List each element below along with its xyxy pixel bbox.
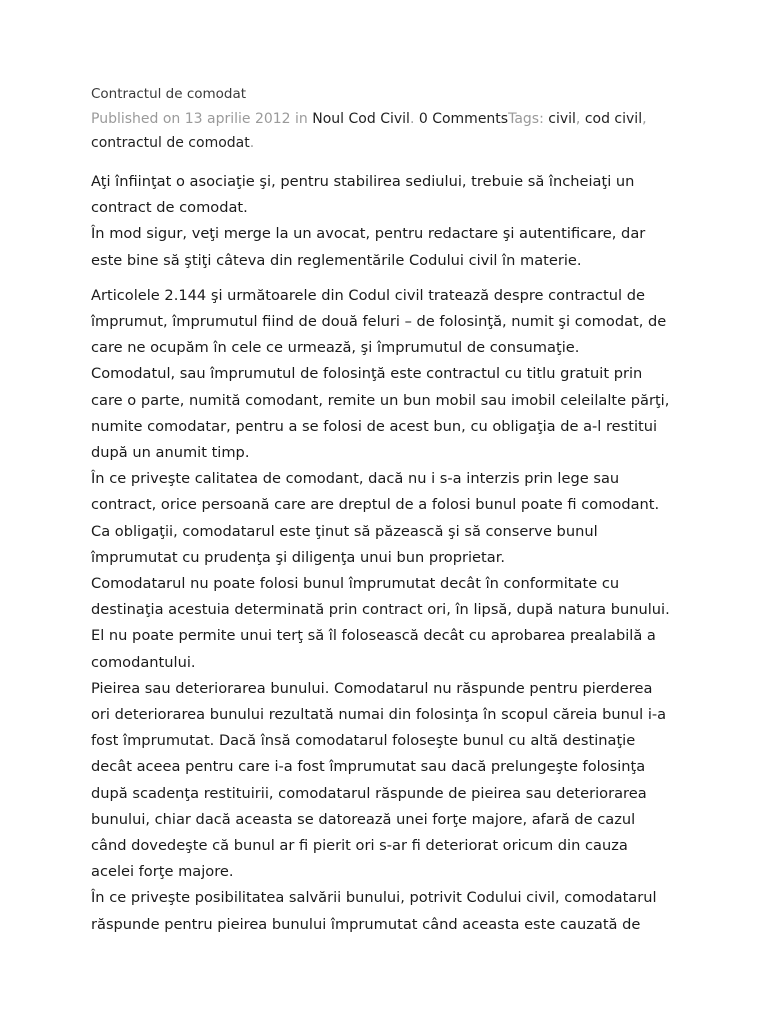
tag-separator: , xyxy=(575,111,585,127)
tag-separator: , xyxy=(642,111,647,127)
tag-link-civil[interactable]: civil xyxy=(548,111,576,127)
post-meta xyxy=(91,107,671,155)
tags-label: Tags: xyxy=(508,111,549,127)
meta-separator: . xyxy=(409,111,419,127)
article xyxy=(91,85,671,947)
published-text: Published on 13 aprilie 2012 in xyxy=(91,111,313,127)
tag-link-contractul-de-comodat[interactable]: contractul de comodat xyxy=(91,135,250,151)
article-body xyxy=(91,169,671,938)
tag-link-cod-civil[interactable]: cod civil xyxy=(584,111,643,127)
paragraph: Aţi înfiinţat o asociaţie şi, pentru stabilirea sediului, trebuie să încheiaţi un contract de comodat. În mod sigur, veţi merge la un avocat, pentru redactare şi autentificare, dar este bine să ştiţi câteva din reglementările Codului civil în materie. xyxy=(91,173,646,269)
paragraph: Articolele 2.144 şi următoarele din Codul civil tratează despre contractul de împrumut, împrumutul fiind de două feluri – de folosinţă, numit şi comodat, de care ne ocupăm în cele ce urmează, şi împrumutul de consumaţie. Comodatul, sau împrumutul de folosinţă este contractul cu titlu gratuit prin care o parte, numită comodant, remite un bun mobil sau imobil celeilalte părţi, numite comodatar, pentru a se folosi de acest bun, cu obligaţia de a-l restitui după un anumit timp. În ce priveşte calitatea de comodant, dacă nu i s-a interzis prin lege sau contract, orice persoană care are dreptul de a folosi bunul poate fi comodant. Ca obligaţii, comodatarul este ţinut să păzească şi să conserve bunul împrumutat cu prudenţa şi diligenţa unui bun proprietar. Comodatarul nu poate folosi bunul împrumutat decât în conformitate cu destinaţia acestuia determinată prin contract ori, în lipsă, după natura bunului. El nu poate permite unui terţ să îl folosească decât cu aprobarea prealabilă a comodantului. Pieirea sau deteriorarea bunului. Comodatarul nu răspunde pentru pierderea ori deteriorarea bunului rezultată numai din folosinţa în scopul căreia bunul i-a fost împrumutat. Dacă însă comodatarul foloseşte bunul cu altă destinaţie decât aceea pentru care i-a fost împrumutat sau dacă prelungeşte folosinţa după scadenţa restituirii, comodatarul răspunde de pieirea sau deteriorarea bunului, chiar dacă aceasta se datorează unei forţe majore, afară de cazul când dovedeşte că bunul ar fi pierit ori s-ar fi deteriorat oricum din cauza acelei forţe majore. În ce priveşte posibilitatea salvării bunului, potrivit Codului civil, comodatarul răspunde pentru pieirea bunului împrumutat când aceasta este cauzată de xyxy=(91,286,670,933)
category-link[interactable]: Noul Cod Civil xyxy=(312,111,410,127)
page-title: Contractul de comodat xyxy=(91,86,247,102)
comments-link[interactable]: 0 Comments xyxy=(418,111,509,127)
meta-end: . xyxy=(249,135,255,151)
